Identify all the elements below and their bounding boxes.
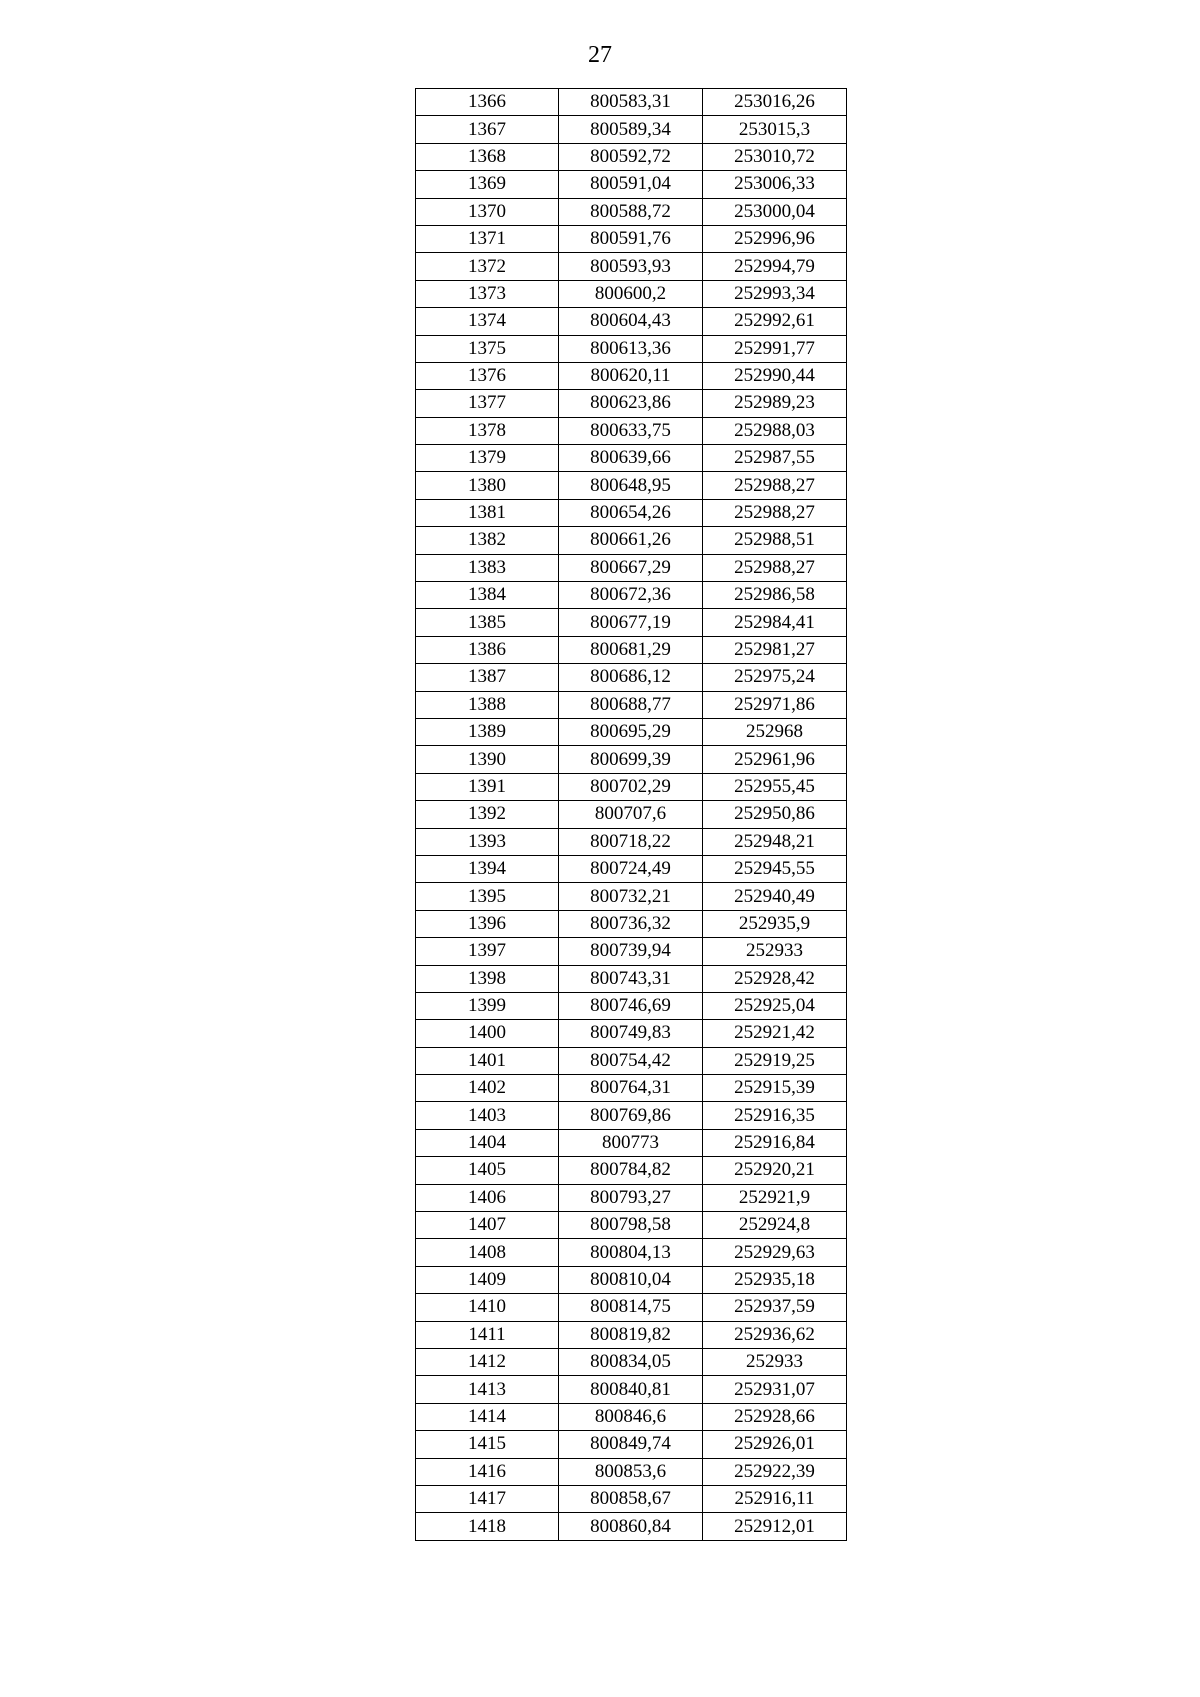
table-row xyxy=(416,883,847,910)
table-row xyxy=(416,1075,847,1102)
y-coordinate-cell: 252928,66 xyxy=(703,1403,847,1430)
x-coordinate-cell: 800633,75 xyxy=(559,417,703,444)
y-coordinate-cell: 253010,72 xyxy=(703,143,847,170)
x-coordinate-cell: 800853,6 xyxy=(559,1458,703,1485)
point-number-cell: 1375 xyxy=(416,335,559,362)
table-row xyxy=(416,308,847,335)
point-number-cell: 1400 xyxy=(416,1020,559,1047)
x-coordinate-cell: 800754,42 xyxy=(559,1047,703,1074)
x-coordinate-cell: 800739,94 xyxy=(559,938,703,965)
point-number-cell: 1397 xyxy=(416,938,559,965)
y-coordinate-cell: 252937,59 xyxy=(703,1294,847,1321)
x-coordinate-cell: 800732,21 xyxy=(559,883,703,910)
y-coordinate-cell: 253006,33 xyxy=(703,171,847,198)
point-number-cell: 1405 xyxy=(416,1157,559,1184)
x-coordinate-cell: 800860,84 xyxy=(559,1513,703,1540)
table-row xyxy=(416,1458,847,1485)
y-coordinate-cell: 252961,96 xyxy=(703,746,847,773)
point-number-cell: 1412 xyxy=(416,1348,559,1375)
point-number-cell: 1391 xyxy=(416,773,559,800)
point-number-cell: 1372 xyxy=(416,253,559,280)
x-coordinate-cell: 800749,83 xyxy=(559,1020,703,1047)
x-coordinate-cell: 800699,39 xyxy=(559,746,703,773)
y-coordinate-cell: 252916,35 xyxy=(703,1102,847,1129)
point-number-cell: 1414 xyxy=(416,1403,559,1430)
table-row xyxy=(416,1212,847,1239)
table-row xyxy=(416,1266,847,1293)
x-coordinate-cell: 800654,26 xyxy=(559,499,703,526)
point-number-cell: 1407 xyxy=(416,1212,559,1239)
x-coordinate-cell: 800648,95 xyxy=(559,472,703,499)
y-coordinate-cell: 252996,96 xyxy=(703,225,847,252)
x-coordinate-cell: 800804,13 xyxy=(559,1239,703,1266)
table-row xyxy=(416,938,847,965)
y-coordinate-cell: 252925,04 xyxy=(703,992,847,1019)
point-number-cell: 1377 xyxy=(416,390,559,417)
coordinates-table xyxy=(415,88,847,1541)
point-number-cell: 1369 xyxy=(416,171,559,198)
table-row xyxy=(416,1184,847,1211)
x-coordinate-cell: 800810,04 xyxy=(559,1266,703,1293)
page-number: 27 xyxy=(588,42,612,68)
table-row xyxy=(416,280,847,307)
table-row xyxy=(416,1294,847,1321)
table-row xyxy=(416,335,847,362)
y-coordinate-cell: 252920,21 xyxy=(703,1157,847,1184)
y-coordinate-cell: 252950,86 xyxy=(703,801,847,828)
x-coordinate-cell: 800849,74 xyxy=(559,1431,703,1458)
x-coordinate-cell: 800793,27 xyxy=(559,1184,703,1211)
x-coordinate-cell: 800834,05 xyxy=(559,1348,703,1375)
x-coordinate-cell: 800620,11 xyxy=(559,362,703,389)
x-coordinate-cell: 800681,29 xyxy=(559,636,703,663)
y-coordinate-cell: 252926,01 xyxy=(703,1431,847,1458)
x-coordinate-cell: 800798,58 xyxy=(559,1212,703,1239)
point-number-cell: 1380 xyxy=(416,472,559,499)
x-coordinate-cell: 800743,31 xyxy=(559,965,703,992)
table-row xyxy=(416,855,847,882)
x-coordinate-cell: 800718,22 xyxy=(559,828,703,855)
point-number-cell: 1383 xyxy=(416,554,559,581)
table-row xyxy=(416,1020,847,1047)
table-row xyxy=(416,1485,847,1512)
x-coordinate-cell: 800695,29 xyxy=(559,718,703,745)
y-coordinate-cell: 252948,21 xyxy=(703,828,847,855)
point-number-cell: 1378 xyxy=(416,417,559,444)
x-coordinate-cell: 800702,29 xyxy=(559,773,703,800)
table-row xyxy=(416,801,847,828)
table-row xyxy=(416,910,847,937)
table-row xyxy=(416,1239,847,1266)
point-number-cell: 1367 xyxy=(416,116,559,143)
table-row xyxy=(416,746,847,773)
point-number-cell: 1410 xyxy=(416,1294,559,1321)
point-number-cell: 1406 xyxy=(416,1184,559,1211)
y-coordinate-cell: 252993,34 xyxy=(703,280,847,307)
y-coordinate-cell: 252921,9 xyxy=(703,1184,847,1211)
table-row xyxy=(416,1403,847,1430)
point-number-cell: 1417 xyxy=(416,1485,559,1512)
point-number-cell: 1392 xyxy=(416,801,559,828)
x-coordinate-cell: 800588,72 xyxy=(559,198,703,225)
table-row xyxy=(416,1157,847,1184)
point-number-cell: 1387 xyxy=(416,664,559,691)
table-row xyxy=(416,664,847,691)
y-coordinate-cell: 252971,86 xyxy=(703,691,847,718)
y-coordinate-cell: 252916,11 xyxy=(703,1485,847,1512)
y-coordinate-cell: 252994,79 xyxy=(703,253,847,280)
table-row xyxy=(416,1321,847,1348)
y-coordinate-cell: 252929,63 xyxy=(703,1239,847,1266)
table-row xyxy=(416,609,847,636)
table-row xyxy=(416,89,847,116)
x-coordinate-cell: 800583,31 xyxy=(559,89,703,116)
table-row xyxy=(416,773,847,800)
point-number-cell: 1416 xyxy=(416,1458,559,1485)
point-number-cell: 1371 xyxy=(416,225,559,252)
point-number-cell: 1411 xyxy=(416,1321,559,1348)
y-coordinate-cell: 252955,45 xyxy=(703,773,847,800)
y-coordinate-cell: 252990,44 xyxy=(703,362,847,389)
point-number-cell: 1388 xyxy=(416,691,559,718)
x-coordinate-cell: 800686,12 xyxy=(559,664,703,691)
x-coordinate-cell: 800769,86 xyxy=(559,1102,703,1129)
point-number-cell: 1366 xyxy=(416,89,559,116)
point-number-cell: 1398 xyxy=(416,965,559,992)
point-number-cell: 1389 xyxy=(416,718,559,745)
y-coordinate-cell: 252935,18 xyxy=(703,1266,847,1293)
table-row xyxy=(416,253,847,280)
point-number-cell: 1390 xyxy=(416,746,559,773)
x-coordinate-cell: 800858,67 xyxy=(559,1485,703,1512)
y-coordinate-cell: 252919,25 xyxy=(703,1047,847,1074)
point-number-cell: 1399 xyxy=(416,992,559,1019)
y-coordinate-cell: 252989,23 xyxy=(703,390,847,417)
table-row xyxy=(416,992,847,1019)
table-row xyxy=(416,636,847,663)
y-coordinate-cell: 252912,01 xyxy=(703,1513,847,1540)
point-number-cell: 1382 xyxy=(416,527,559,554)
y-coordinate-cell: 252922,39 xyxy=(703,1458,847,1485)
point-number-cell: 1394 xyxy=(416,855,559,882)
point-number-cell: 1418 xyxy=(416,1513,559,1540)
x-coordinate-cell: 800724,49 xyxy=(559,855,703,882)
y-coordinate-cell: 252940,49 xyxy=(703,883,847,910)
y-coordinate-cell: 252988,03 xyxy=(703,417,847,444)
x-coordinate-cell: 800840,81 xyxy=(559,1376,703,1403)
table-row xyxy=(416,143,847,170)
point-number-cell: 1384 xyxy=(416,582,559,609)
x-coordinate-cell: 800639,66 xyxy=(559,445,703,472)
y-coordinate-cell: 252945,55 xyxy=(703,855,847,882)
table-row xyxy=(416,445,847,472)
point-number-cell: 1370 xyxy=(416,198,559,225)
point-number-cell: 1386 xyxy=(416,636,559,663)
table-row xyxy=(416,965,847,992)
point-number-cell: 1381 xyxy=(416,499,559,526)
point-number-cell: 1401 xyxy=(416,1047,559,1074)
y-coordinate-cell: 252984,41 xyxy=(703,609,847,636)
x-coordinate-cell: 800667,29 xyxy=(559,554,703,581)
x-coordinate-cell: 800589,34 xyxy=(559,116,703,143)
point-number-cell: 1393 xyxy=(416,828,559,855)
table-row xyxy=(416,582,847,609)
y-coordinate-cell: 252931,07 xyxy=(703,1376,847,1403)
table-row xyxy=(416,417,847,444)
table-row xyxy=(416,362,847,389)
y-coordinate-cell: 253015,3 xyxy=(703,116,847,143)
x-coordinate-cell: 800814,75 xyxy=(559,1294,703,1321)
table-row xyxy=(416,1047,847,1074)
x-coordinate-cell: 800672,36 xyxy=(559,582,703,609)
x-coordinate-cell: 800591,76 xyxy=(559,225,703,252)
point-number-cell: 1415 xyxy=(416,1431,559,1458)
y-coordinate-cell: 252981,27 xyxy=(703,636,847,663)
table-row xyxy=(416,472,847,499)
y-coordinate-cell: 252975,24 xyxy=(703,664,847,691)
point-number-cell: 1402 xyxy=(416,1075,559,1102)
x-coordinate-cell: 800592,72 xyxy=(559,143,703,170)
y-coordinate-cell: 252987,55 xyxy=(703,445,847,472)
point-number-cell: 1376 xyxy=(416,362,559,389)
x-coordinate-cell: 800707,6 xyxy=(559,801,703,828)
x-coordinate-cell: 800613,36 xyxy=(559,335,703,362)
point-number-cell: 1368 xyxy=(416,143,559,170)
point-number-cell: 1409 xyxy=(416,1266,559,1293)
y-coordinate-cell: 252986,58 xyxy=(703,582,847,609)
x-coordinate-cell: 800623,86 xyxy=(559,390,703,417)
table-row xyxy=(416,1376,847,1403)
table-row xyxy=(416,527,847,554)
table-row xyxy=(416,116,847,143)
y-coordinate-cell: 252988,27 xyxy=(703,554,847,581)
x-coordinate-cell: 800677,19 xyxy=(559,609,703,636)
x-coordinate-cell: 800819,82 xyxy=(559,1321,703,1348)
x-coordinate-cell: 800773 xyxy=(559,1129,703,1156)
point-number-cell: 1373 xyxy=(416,280,559,307)
table-row xyxy=(416,390,847,417)
table-row xyxy=(416,225,847,252)
table-row xyxy=(416,718,847,745)
x-coordinate-cell: 800604,43 xyxy=(559,308,703,335)
table-row xyxy=(416,1431,847,1458)
point-number-cell: 1385 xyxy=(416,609,559,636)
y-coordinate-cell: 252936,62 xyxy=(703,1321,847,1348)
y-coordinate-cell: 252992,61 xyxy=(703,308,847,335)
x-coordinate-cell: 800688,77 xyxy=(559,691,703,718)
y-coordinate-cell: 252928,42 xyxy=(703,965,847,992)
table-row xyxy=(416,171,847,198)
table-row xyxy=(416,691,847,718)
table-row xyxy=(416,1348,847,1375)
y-coordinate-cell: 252991,77 xyxy=(703,335,847,362)
point-number-cell: 1403 xyxy=(416,1102,559,1129)
table-row xyxy=(416,198,847,225)
y-coordinate-cell: 252921,42 xyxy=(703,1020,847,1047)
y-coordinate-cell: 253016,26 xyxy=(703,89,847,116)
table-row xyxy=(416,499,847,526)
y-coordinate-cell: 252933 xyxy=(703,1348,847,1375)
table-row xyxy=(416,1129,847,1156)
y-coordinate-cell: 252924,8 xyxy=(703,1212,847,1239)
y-coordinate-cell: 252968 xyxy=(703,718,847,745)
table-row xyxy=(416,554,847,581)
x-coordinate-cell: 800736,32 xyxy=(559,910,703,937)
y-coordinate-cell: 252915,39 xyxy=(703,1075,847,1102)
x-coordinate-cell: 800764,31 xyxy=(559,1075,703,1102)
coordinates-table-body xyxy=(416,89,847,1541)
point-number-cell: 1413 xyxy=(416,1376,559,1403)
x-coordinate-cell: 800746,69 xyxy=(559,992,703,1019)
x-coordinate-cell: 800846,6 xyxy=(559,1403,703,1430)
table-row xyxy=(416,1102,847,1129)
y-coordinate-cell: 252988,27 xyxy=(703,472,847,499)
point-number-cell: 1395 xyxy=(416,883,559,910)
table-row xyxy=(416,1513,847,1540)
point-number-cell: 1396 xyxy=(416,910,559,937)
point-number-cell: 1408 xyxy=(416,1239,559,1266)
x-coordinate-cell: 800593,93 xyxy=(559,253,703,280)
x-coordinate-cell: 800784,82 xyxy=(559,1157,703,1184)
x-coordinate-cell: 800600,2 xyxy=(559,280,703,307)
y-coordinate-cell: 252916,84 xyxy=(703,1129,847,1156)
table-row xyxy=(416,828,847,855)
y-coordinate-cell: 252935,9 xyxy=(703,910,847,937)
y-coordinate-cell: 252988,51 xyxy=(703,527,847,554)
y-coordinate-cell: 253000,04 xyxy=(703,198,847,225)
x-coordinate-cell: 800591,04 xyxy=(559,171,703,198)
y-coordinate-cell: 252988,27 xyxy=(703,499,847,526)
x-coordinate-cell: 800661,26 xyxy=(559,527,703,554)
point-number-cell: 1404 xyxy=(416,1129,559,1156)
point-number-cell: 1374 xyxy=(416,308,559,335)
point-number-cell: 1379 xyxy=(416,445,559,472)
y-coordinate-cell: 252933 xyxy=(703,938,847,965)
